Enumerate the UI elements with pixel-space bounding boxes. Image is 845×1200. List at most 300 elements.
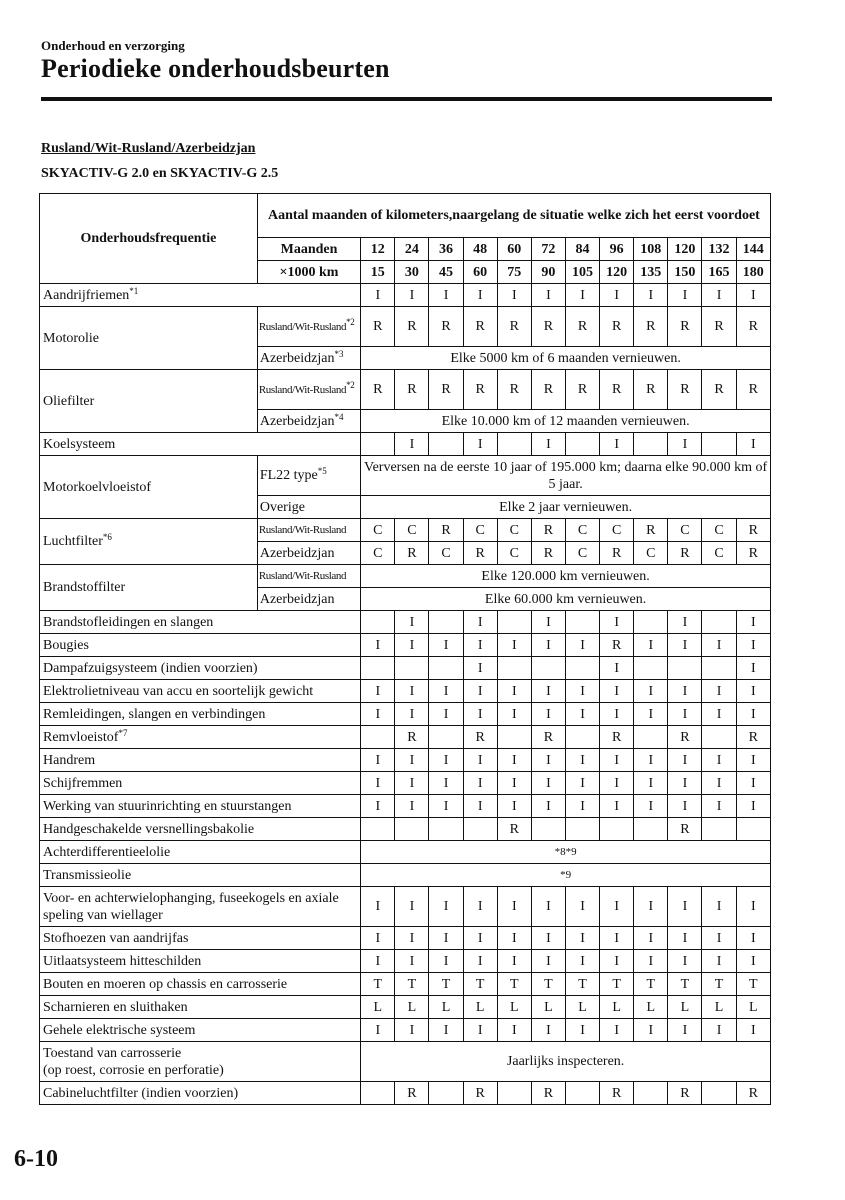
km-header: 165: [702, 261, 736, 284]
interval-cell: I: [600, 284, 634, 307]
interval-cell: [361, 818, 395, 841]
interval-cell: R: [668, 542, 702, 565]
interval-cell: I: [668, 887, 702, 927]
interval-cell: I: [395, 284, 429, 307]
interval-cell: L: [634, 996, 668, 1019]
interval-cell: R: [736, 370, 770, 410]
interval-cell: I: [531, 1019, 565, 1042]
interval-cell: I: [565, 795, 599, 818]
interval-cell: [634, 818, 668, 841]
interval-cell: I: [736, 927, 770, 950]
interval-cell: I: [531, 611, 565, 634]
interval-cell: I: [600, 795, 634, 818]
interval-cell: I: [395, 433, 429, 456]
interval-cell: I: [497, 927, 531, 950]
interval-cell: I: [634, 887, 668, 927]
interval-cell: I: [668, 795, 702, 818]
item-name-text: Brandstoffilter: [43, 580, 126, 595]
interval-cell: I: [463, 772, 497, 795]
interval-cell: I: [668, 927, 702, 950]
km-header: 60: [463, 261, 497, 284]
table-row: [40, 726, 771, 749]
item-name: [40, 657, 361, 680]
interval-cell: R: [531, 370, 565, 410]
interval-cell: I: [702, 284, 736, 307]
interval-cell: I: [361, 749, 395, 772]
footnote-marker: *2: [346, 379, 355, 390]
interval-cell: I: [668, 950, 702, 973]
interval-cell: I: [531, 887, 565, 927]
interval-cell: I: [600, 611, 634, 634]
interval-cell: I: [736, 611, 770, 634]
interval-cell: R: [668, 726, 702, 749]
item-name: [40, 1042, 361, 1082]
table-row: [40, 1019, 771, 1042]
interval-text: Elke 60.000 km vernieuwen.: [361, 588, 771, 611]
interval-cell: I: [668, 1019, 702, 1042]
interval-cell: I: [463, 887, 497, 927]
table-row: [40, 703, 771, 726]
item-name-text: Motorolie: [43, 330, 99, 346]
km-label: ×1000 km: [257, 261, 360, 284]
interval-cell: I: [702, 680, 736, 703]
interval-cell: L: [736, 996, 770, 1019]
item-name-text: Voor- en achterwielophanging, fuseekogels en axiale speling van wiellager: [43, 890, 339, 923]
interval-cell: I: [361, 634, 395, 657]
month-header: 12: [361, 238, 395, 261]
interval-cell: I: [668, 284, 702, 307]
region-heading: Rusland/Wit-Rusland/Azerbeidzjan: [41, 141, 256, 156]
interval-cell: I: [395, 611, 429, 634]
month-header: 132: [702, 238, 736, 261]
interval-cell: I: [736, 657, 770, 680]
interval-cell: I: [395, 703, 429, 726]
interval-note: *9: [361, 864, 771, 887]
interval-cell: I: [395, 795, 429, 818]
interval-cell: I: [463, 927, 497, 950]
sub-label-text: Rusland/Wit-Rusland: [258, 570, 347, 582]
interval-cell: I: [395, 887, 429, 927]
interval-cell: I: [429, 634, 463, 657]
interval-cell: I: [702, 772, 736, 795]
item-name-text: Stofhoezen van aandrijfas: [43, 930, 189, 946]
interval-cell: I: [702, 795, 736, 818]
item-name: [40, 519, 258, 565]
interval-cell: I: [702, 950, 736, 973]
sub-label: [257, 370, 360, 410]
interval-cell: I: [736, 749, 770, 772]
interval-cell: R: [395, 307, 429, 347]
interval-text: Jaarlijks inspecteren.: [361, 1042, 771, 1082]
interval-cell: I: [668, 703, 702, 726]
interval-cell: I: [463, 950, 497, 973]
sub-label: [257, 542, 360, 565]
item-name: [40, 433, 361, 456]
interval-cell: [463, 818, 497, 841]
interval-cell: [634, 611, 668, 634]
interval-cell: R: [497, 307, 531, 347]
interval-cell: R: [463, 542, 497, 565]
table-row: [40, 307, 771, 347]
interval-cell: I: [361, 680, 395, 703]
interval-cell: R: [736, 1082, 770, 1105]
interval-cell: I: [531, 927, 565, 950]
item-name: [40, 1082, 361, 1105]
km-header: 15: [361, 261, 395, 284]
interval-cell: C: [497, 519, 531, 542]
interval-cell: [395, 657, 429, 680]
interval-cell: C: [497, 542, 531, 565]
item-name-text: Handrem: [43, 752, 96, 768]
interval-cell: [361, 611, 395, 634]
item-name: [40, 973, 361, 996]
interval-cell: I: [736, 703, 770, 726]
interval-cell: I: [361, 772, 395, 795]
item-name: [40, 565, 258, 611]
item-name-text: Koelsysteem: [43, 436, 116, 452]
interval-cell: I: [497, 703, 531, 726]
item-name-text: Motorkoelvloeistof: [43, 479, 152, 495]
interval-cell: T: [429, 973, 463, 996]
interval-cell: R: [463, 370, 497, 410]
item-name: [40, 864, 361, 887]
item-name-text: Oliefilter: [43, 393, 95, 409]
interval-cell: I: [463, 703, 497, 726]
item-name-text: Aandrijfriemen: [43, 287, 130, 303]
interval-cell: R: [395, 370, 429, 410]
interval-cell: I: [429, 703, 463, 726]
interval-cell: I: [429, 680, 463, 703]
interval-cell: L: [497, 996, 531, 1019]
month-header: 72: [531, 238, 565, 261]
interval-cell: I: [736, 1019, 770, 1042]
interval-cell: I: [429, 749, 463, 772]
interval-cell: R: [395, 726, 429, 749]
interval-cell: I: [634, 703, 668, 726]
item-name-text: Achterdifferentieelolie: [43, 844, 171, 860]
month-header: 108: [634, 238, 668, 261]
interval-cell: I: [531, 433, 565, 456]
interval-cell: I: [531, 950, 565, 973]
interval-cell: R: [497, 370, 531, 410]
sub-label-text: Rusland/Wit-Rusland: [258, 524, 347, 536]
interval-cell: R: [736, 542, 770, 565]
interval-cell: L: [600, 996, 634, 1019]
interval-cell: R: [463, 1082, 497, 1105]
interval-cell: I: [497, 680, 531, 703]
interval-cell: I: [497, 634, 531, 657]
month-header: 120: [668, 238, 702, 261]
interval-cell: [429, 657, 463, 680]
table-row: [40, 634, 771, 657]
item-name: [40, 370, 258, 433]
interval-cell: R: [463, 307, 497, 347]
table-row: [40, 680, 771, 703]
interval-cell: I: [565, 634, 599, 657]
interval-cell: I: [531, 795, 565, 818]
month-header: 48: [463, 238, 497, 261]
km-header: 105: [565, 261, 599, 284]
interval-cell: I: [531, 634, 565, 657]
interval-cell: T: [565, 973, 599, 996]
interval-cell: R: [531, 726, 565, 749]
interval-cell: I: [600, 1019, 634, 1042]
table-header-row: [40, 194, 771, 238]
interval-cell: I: [361, 795, 395, 818]
interval-cell: I: [600, 927, 634, 950]
interval-cell: I: [600, 772, 634, 795]
interval-cell: C: [565, 519, 599, 542]
interval-cell: L: [463, 996, 497, 1019]
interval-cell: [565, 433, 599, 456]
interval-cell: R: [634, 370, 668, 410]
interval-cell: [634, 657, 668, 680]
interval-cell: T: [463, 973, 497, 996]
interval-cell: R: [600, 634, 634, 657]
interval-cell: I: [531, 680, 565, 703]
interval-cell: I: [463, 795, 497, 818]
interval-cell: [531, 657, 565, 680]
month-header: 36: [429, 238, 463, 261]
interval-cell: [600, 818, 634, 841]
interval-cell: I: [634, 927, 668, 950]
interval-cell: I: [634, 772, 668, 795]
interval-cell: C: [395, 519, 429, 542]
interval-cell: I: [600, 887, 634, 927]
interval-cell: R: [668, 370, 702, 410]
interval-cell: I: [668, 749, 702, 772]
interval-cell: [702, 726, 736, 749]
table-row: [40, 950, 771, 973]
interval-cell: I: [463, 433, 497, 456]
interval-cell: [736, 818, 770, 841]
interval-cell: [565, 657, 599, 680]
item-name: [40, 456, 258, 519]
interval-cell: I: [702, 887, 736, 927]
interval-cell: T: [668, 973, 702, 996]
interval-cell: I: [634, 950, 668, 973]
interval-cell: [429, 726, 463, 749]
interval-cell: L: [395, 996, 429, 1019]
interval-cell: I: [361, 887, 395, 927]
table-row: [40, 370, 771, 410]
interval-cell: [634, 433, 668, 456]
interval-cell: I: [395, 950, 429, 973]
interval-cell: I: [463, 657, 497, 680]
item-name-text: Dampafzuigsysteem (indien voorzien): [43, 660, 258, 676]
item-name-text: Schijfremmen: [43, 775, 123, 791]
interval-cell: R: [668, 818, 702, 841]
interval-cell: R: [361, 307, 395, 347]
table-row: [40, 519, 771, 542]
interval-cell: I: [395, 927, 429, 950]
interval-cell: I: [531, 772, 565, 795]
months-label: Maanden: [257, 238, 360, 261]
frequency-column-header: Onderhoudsfrequentie: [40, 194, 258, 284]
interval-cell: R: [736, 726, 770, 749]
interval-cell: C: [668, 519, 702, 542]
interval-cell: I: [634, 749, 668, 772]
interval-cell: I: [634, 634, 668, 657]
interval-cell: I: [565, 749, 599, 772]
item-name-text: Uitlaatsysteem hitteschilden: [43, 953, 202, 969]
interval-cell: I: [497, 1019, 531, 1042]
interval-cell: R: [668, 307, 702, 347]
maintenance-schedule-table: [39, 193, 771, 1105]
item-name: [40, 307, 258, 370]
interval-cell: R: [395, 1082, 429, 1105]
interval-cell: R: [600, 307, 634, 347]
interval-header: Aantal maanden of kilometers,naargelang de situatie welke zich het eerst voordoet: [257, 194, 770, 238]
footnote-marker: *3: [334, 348, 344, 359]
title-rule: [41, 97, 772, 101]
interval-cell: I: [736, 284, 770, 307]
sub-label: [257, 410, 360, 433]
interval-cell: I: [395, 772, 429, 795]
interval-cell: I: [736, 634, 770, 657]
interval-cell: C: [702, 519, 736, 542]
interval-cell: I: [429, 772, 463, 795]
item-name: [40, 772, 361, 795]
table-row: [40, 772, 771, 795]
interval-cell: I: [429, 950, 463, 973]
interval-cell: I: [565, 950, 599, 973]
month-header: 84: [565, 238, 599, 261]
item-name-text: Brandstofleidingen en slangen: [43, 614, 214, 630]
interval-cell: I: [497, 795, 531, 818]
table-row: [40, 864, 771, 887]
footnote-marker: *6: [102, 532, 112, 542]
interval-cell: T: [531, 973, 565, 996]
item-name-text: Remleidingen, slangen en verbindingen: [43, 706, 266, 722]
interval-cell: L: [429, 996, 463, 1019]
item-name: [40, 703, 361, 726]
sub-label: [257, 456, 360, 496]
table-row: [40, 996, 771, 1019]
km-header: 75: [497, 261, 531, 284]
interval-cell: [531, 818, 565, 841]
interval-cell: I: [565, 680, 599, 703]
interval-cell: C: [361, 542, 395, 565]
month-header: 144: [736, 238, 770, 261]
item-name: [40, 887, 361, 927]
interval-cell: I: [565, 927, 599, 950]
interval-cell: I: [429, 927, 463, 950]
item-name: [40, 1019, 361, 1042]
interval-cell: C: [429, 542, 463, 565]
section-label: Onderhoud en verzorging: [41, 38, 185, 53]
interval-text: Verversen na de eerste 10 jaar of 195.000 km; daarna elke 90.000 km of 5 jaar.: [361, 456, 771, 496]
interval-cell: [429, 433, 463, 456]
interval-cell: [634, 726, 668, 749]
interval-cell: I: [600, 703, 634, 726]
interval-cell: I: [736, 795, 770, 818]
interval-cell: R: [531, 542, 565, 565]
table-row: [40, 841, 771, 864]
interval-cell: I: [463, 680, 497, 703]
interval-cell: [702, 611, 736, 634]
footnote-marker: *2: [346, 316, 355, 327]
interval-cell: [702, 1082, 736, 1105]
table-row: [40, 433, 771, 456]
interval-cell: I: [429, 1019, 463, 1042]
interval-cell: T: [600, 973, 634, 996]
table-row: [40, 973, 771, 996]
sub-label: [257, 565, 360, 588]
interval-cell: I: [361, 1019, 395, 1042]
interval-text: Elke 120.000 km vernieuwen.: [361, 565, 771, 588]
interval-cell: I: [634, 1019, 668, 1042]
interval-cell: I: [634, 680, 668, 703]
interval-text: Elke 2 jaar vernieuwen.: [361, 496, 771, 519]
interval-cell: R: [736, 307, 770, 347]
interval-cell: R: [702, 307, 736, 347]
interval-cell: I: [736, 433, 770, 456]
interval-cell: I: [497, 950, 531, 973]
interval-cell: I: [668, 433, 702, 456]
interval-note: *8*9: [361, 841, 771, 864]
interval-cell: I: [565, 703, 599, 726]
interval-cell: [497, 726, 531, 749]
interval-cell: [702, 818, 736, 841]
item-name: [40, 841, 361, 864]
item-name-text: Cabineluchtfilter (indien voorzien): [43, 1085, 239, 1101]
interval-cell: I: [702, 703, 736, 726]
km-header: 180: [736, 261, 770, 284]
interval-cell: I: [600, 950, 634, 973]
interval-cell: I: [429, 887, 463, 927]
item-name-text: Gehele elektrische systeem: [43, 1022, 196, 1038]
interval-cell: I: [531, 284, 565, 307]
interval-cell: [429, 818, 463, 841]
interval-cell: C: [600, 519, 634, 542]
interval-cell: [361, 657, 395, 680]
sub-label-text: Azerbeidzjan: [259, 545, 335, 561]
item-name: [40, 927, 361, 950]
sub-label-text: Azerbeidzjan: [259, 350, 335, 366]
interval-cell: I: [395, 680, 429, 703]
interval-cell: R: [565, 307, 599, 347]
table-row: [40, 927, 771, 950]
page-title: Periodieke onderhoudsbeurten: [41, 54, 390, 83]
interval-cell: I: [600, 433, 634, 456]
interval-cell: I: [736, 772, 770, 795]
interval-cell: [497, 611, 531, 634]
interval-cell: R: [702, 370, 736, 410]
item-name-line2: (op roest, corrosie en perforatie): [43, 1062, 224, 1078]
item-name-text: Toestand van carrosserie: [43, 1045, 182, 1061]
interval-cell: L: [668, 996, 702, 1019]
sub-label-text: Rusland/Wit-Rusland: [258, 383, 347, 396]
interval-cell: [361, 1082, 395, 1105]
interval-cell: I: [736, 680, 770, 703]
item-name-text: Bouten en moeren op chassis en carrosserie: [43, 976, 288, 992]
table-row: [40, 887, 771, 927]
interval-cell: R: [634, 519, 668, 542]
item-name-text: Scharnieren en sluithaken: [43, 999, 188, 1015]
interval-cell: [361, 726, 395, 749]
table-row: [40, 749, 771, 772]
month-header: 60: [497, 238, 531, 261]
interval-cell: I: [463, 284, 497, 307]
item-name-text: Luchtfilter: [43, 534, 103, 549]
interval-cell: [668, 657, 702, 680]
interval-cell: I: [531, 749, 565, 772]
interval-cell: C: [463, 519, 497, 542]
interval-cell: R: [395, 542, 429, 565]
interval-cell: [565, 726, 599, 749]
interval-cell: R: [600, 1082, 634, 1105]
